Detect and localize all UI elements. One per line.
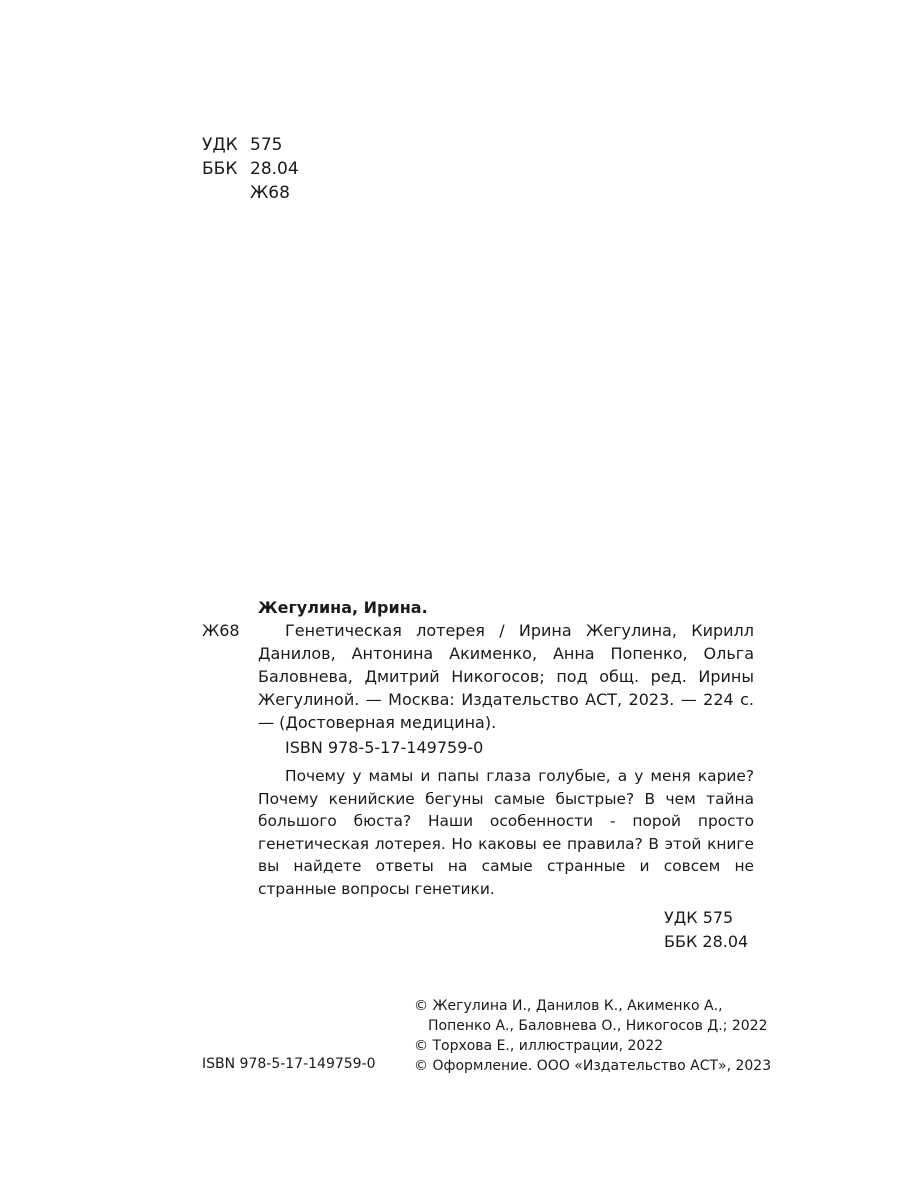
entry-author-mark: Ж68 [202, 621, 240, 640]
bibliographic-description: Генетическая лотерея / Ирина Жегулина, Кирилл Данилов, Антонина Акименко, Анна Попенко, Ольга Баловнева, Дмитрий Никогосов; под общ. ред. Ирины Жегулиной. — Москва: Издательство АСТ, 2023. — 224 с. — (Достоверная медицина). [258, 621, 754, 732]
copyright-line: © Жегулина И., Данилов К., Акименко А., [414, 998, 723, 1014]
author-heading: Жегулина, Ирина. [258, 598, 428, 617]
entry-bbk: ББК 28.04 [664, 932, 749, 951]
annotation [202, 765, 754, 900]
copyright-line: © Оформление. ООО «Издательство АСТ», 2023 [414, 1058, 772, 1074]
entry-classification [202, 906, 754, 954]
classification-block [202, 133, 299, 205]
bbk-row [202, 157, 299, 181]
udk-row [202, 133, 299, 157]
author-mark: Ж68 [250, 183, 290, 203]
bbk-label: ББК [202, 159, 238, 179]
udk-label: УДК [202, 135, 238, 155]
copyright-line: © Торхова Е., иллюстрации, 2022 [414, 1038, 664, 1054]
catalog-entry [202, 596, 754, 954]
bbk-value: 28.04 [250, 159, 299, 179]
bibliographic-row [202, 619, 754, 734]
annotation-text: Почему у мамы и папы глаза голубые, а у меня карие? Почему кенийские бегуны самые быстрые? В чем тайна большого бюста? Наши особенности - порой просто генетическая лотерея. Но каковы ее правила? В этой книге вы найдете ответы на самые странные и совсем не странные вопросы генетики. [258, 767, 754, 898]
entry-isbn: ISBN 978-5-17-149759-0 [285, 738, 484, 757]
entry-udk: УДК 575 [664, 908, 734, 927]
author-mark-row [202, 181, 299, 205]
udk-value: 575 [250, 135, 283, 155]
copyright-block [414, 996, 772, 1076]
footer-isbn: ISBN 978-5-17-149759-0 [202, 1056, 376, 1072]
copyright-line: Попенко А., Баловнева О., Никогосов Д.; 2022 [428, 1018, 768, 1034]
